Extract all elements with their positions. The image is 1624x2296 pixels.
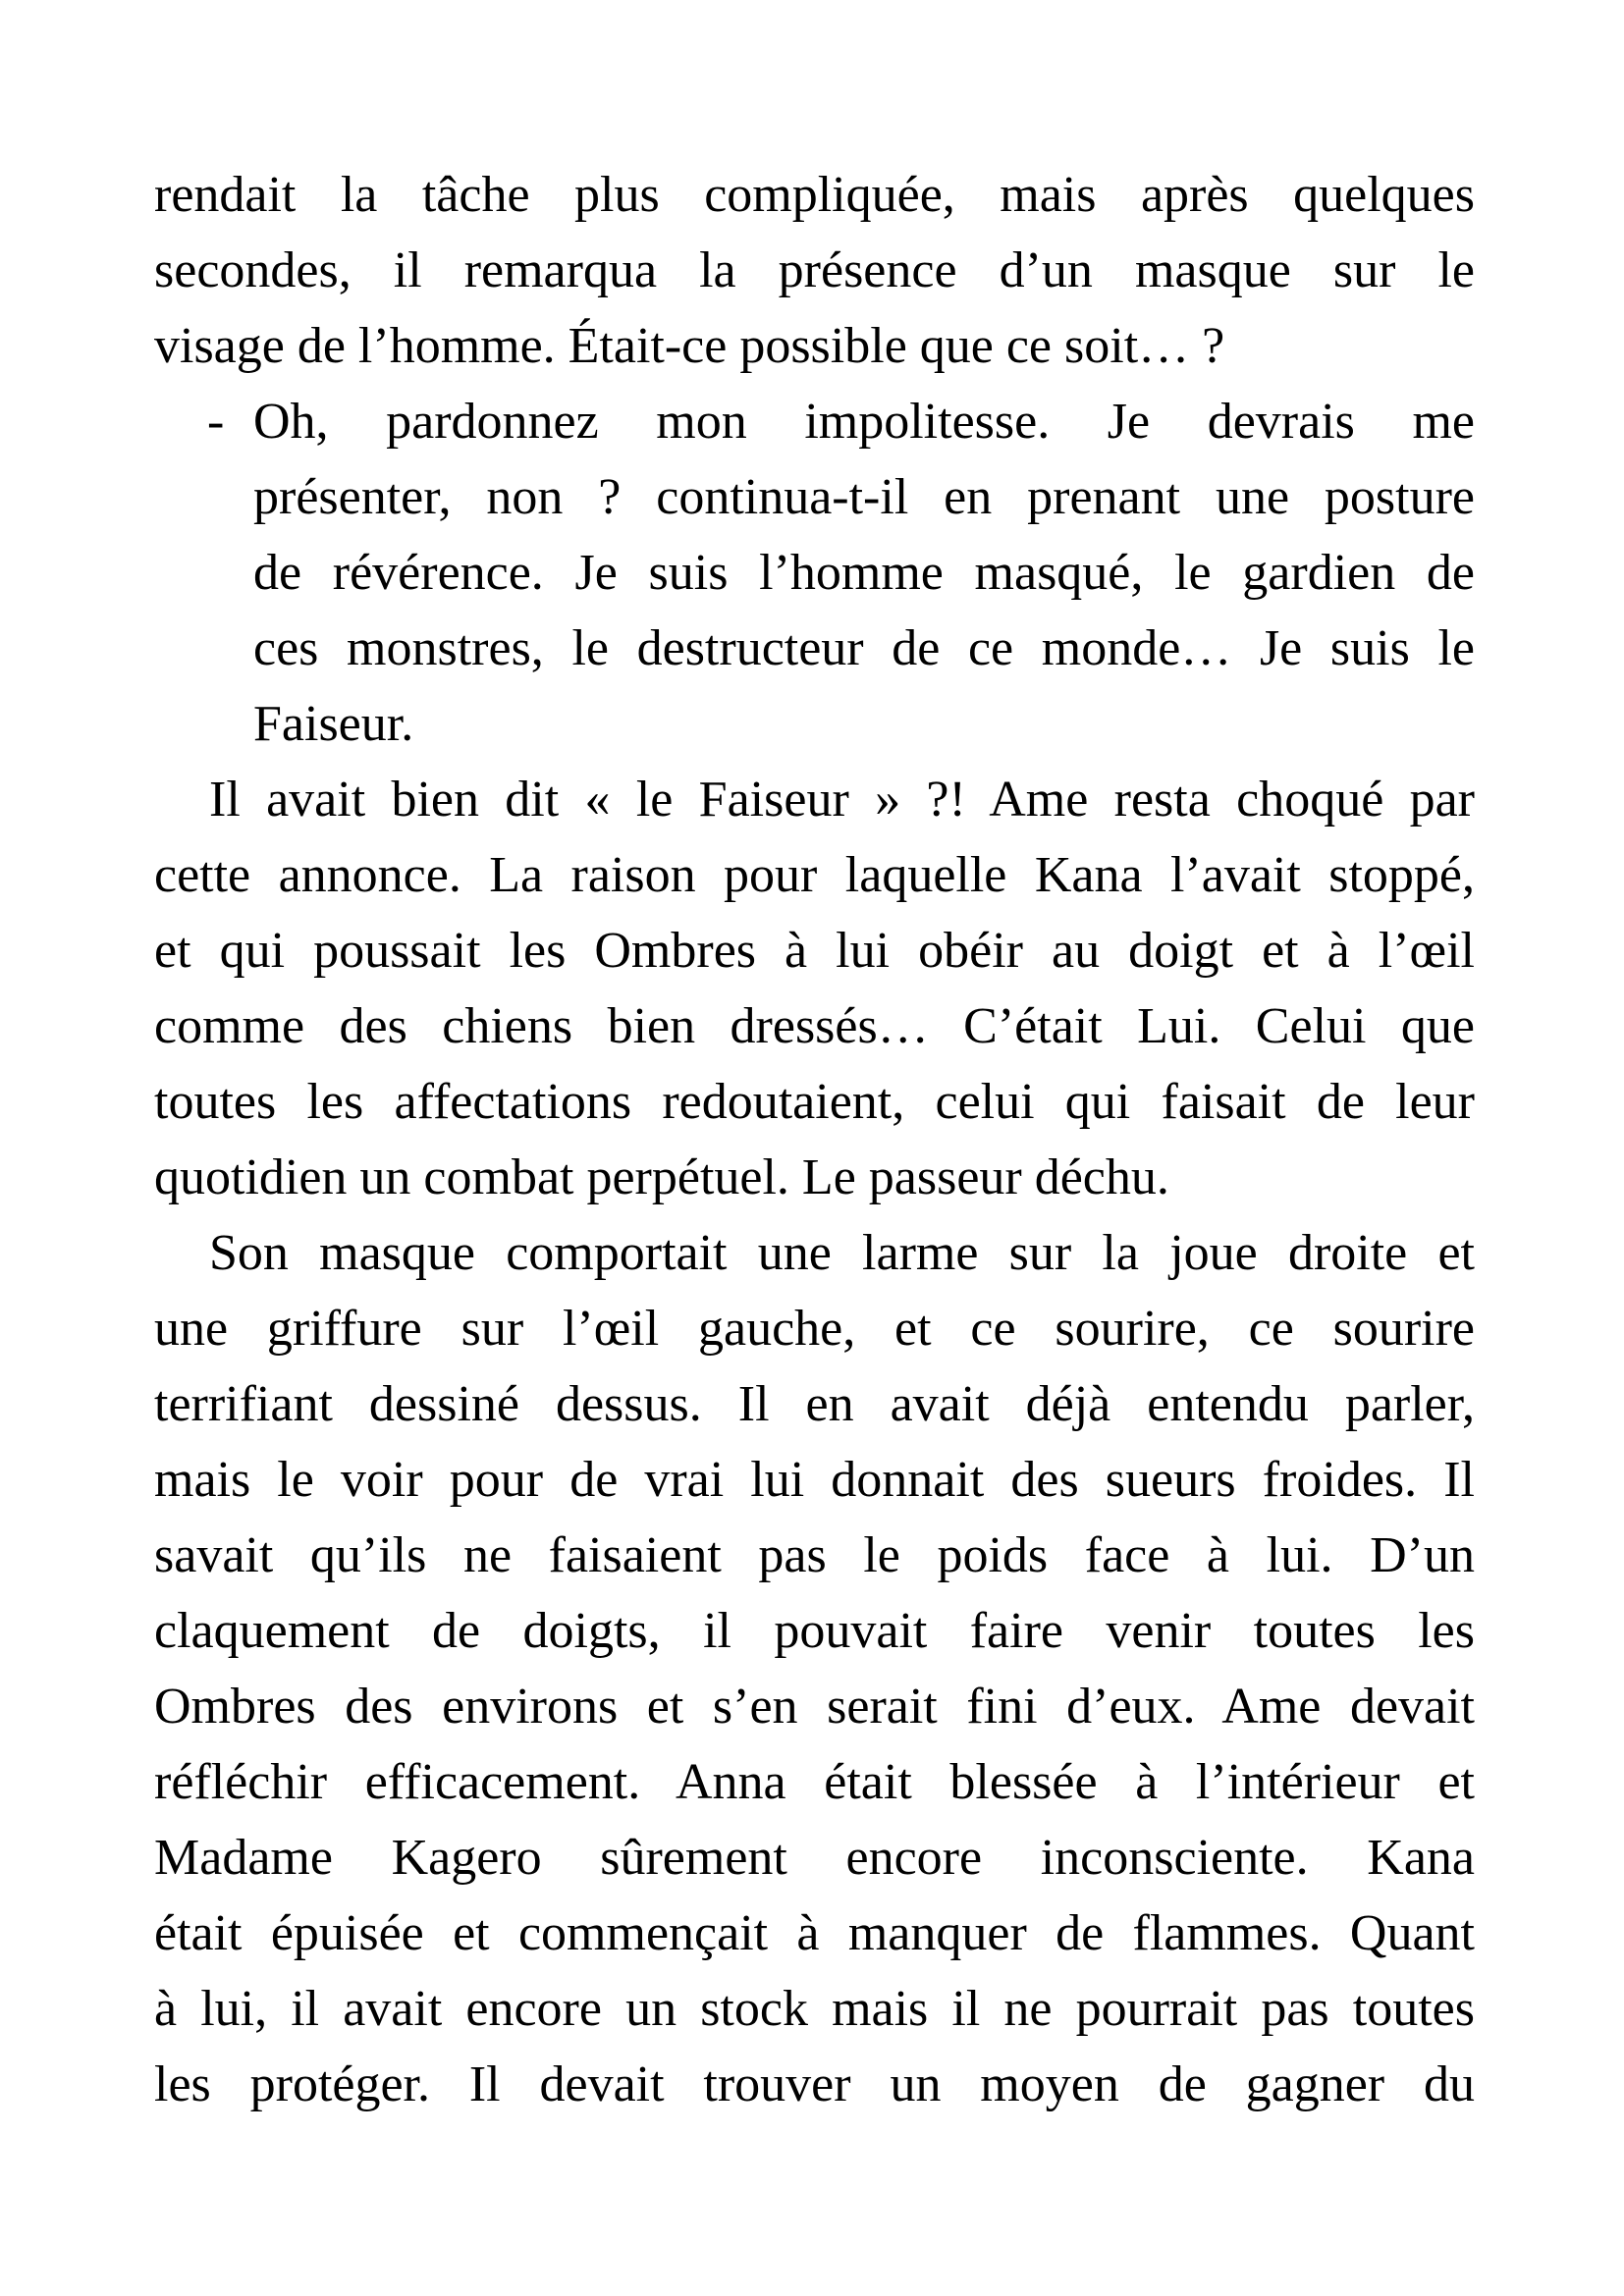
- text-line: Oh, pardonnez mon impolitesse. Je devrais me: [253, 394, 1475, 450]
- paragraph-continuation: [154, 157, 1475, 384]
- book-page: [154, 157, 1475, 2122]
- paragraph: [154, 1215, 1475, 2122]
- text-line: et qui poussait les Ombres à lui obéir au doigt et à l’œil: [154, 923, 1475, 979]
- text-line: Ombres des environs et s’en serait fini d’eux. Ame devait: [154, 1679, 1475, 1735]
- text-line: mais le voir pour de vrai lui donnait des sueurs froides. Il: [154, 1452, 1475, 1508]
- text-line: toutes les affectations redoutaient, celui qui faisait de leur: [154, 1074, 1475, 1130]
- text-line: réfléchir efficacement. Anna était blessée à l’intérieur et: [154, 1754, 1475, 1810]
- text-line: Il avait bien dit « le Faiseur » ?! Ame resta choqué par: [209, 772, 1475, 828]
- text-line: terrifiant dessiné dessus. Il en avait déjà entendu parler,: [154, 1376, 1475, 1432]
- text-line: savait qu’ils ne faisaient pas le poids face à lui. D’un: [154, 1527, 1475, 1583]
- text-line: était épuisée et commençait à manquer de flammes. Quant: [154, 1905, 1475, 1961]
- text-line: ces monstres, le destructeur de ce monde… Je suis le: [253, 620, 1475, 676]
- text-line: une griffure sur l’œil gauche, et ce sourire, ce sourire: [154, 1301, 1475, 1357]
- text-line: claquement de doigts, il pouvait faire venir toutes les: [154, 1603, 1475, 1659]
- text-line: Son masque comportait une larme sur la joue droite et: [209, 1225, 1475, 1281]
- paragraph: [154, 762, 1475, 1215]
- dialogue-dash: -: [207, 394, 225, 450]
- text-line: secondes, il remarqua la présence d’un masque sur le: [154, 242, 1475, 298]
- text-line: Madame Kagero sûrement encore inconsciente. Kana: [154, 1830, 1475, 1886]
- text-line: rendait la tâche plus compliquée, mais après quelques: [154, 167, 1475, 223]
- text-line: Faiseur.: [253, 696, 414, 752]
- text-line: présenter, non ? continua-t-il en prenant une posture: [253, 469, 1475, 525]
- text-line: de révérence. Je suis l’homme masqué, le gardien de: [253, 545, 1475, 601]
- text-line: quotidien un combat perpétuel. Le passeur déchu.: [154, 1149, 1169, 1205]
- text-line: les protéger. Il devait trouver un moyen de gagner du: [154, 2056, 1475, 2112]
- text-line: visage de l’homme. Était-ce possible que ce soit… ?: [154, 318, 1225, 374]
- text-line: cette annonce. La raison pour laquelle Kana l’avait stoppé,: [154, 847, 1475, 903]
- text-line: à lui, il avait encore un stock mais il ne pourrait pas toutes: [154, 1981, 1475, 2037]
- dialogue-paragraph: [154, 384, 1475, 762]
- text-line: comme des chiens bien dressés… C’était Lui. Celui que: [154, 998, 1475, 1054]
